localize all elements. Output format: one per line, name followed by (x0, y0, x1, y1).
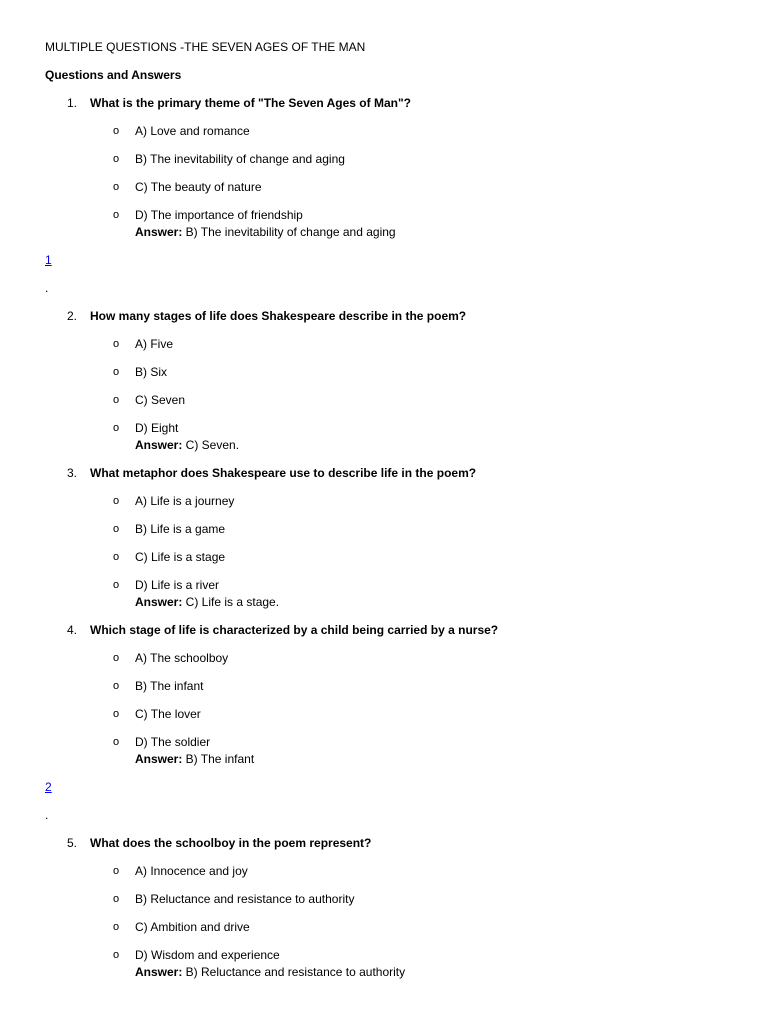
answer-line (0, 437, 768, 453)
page-link-1[interactable]: 1 (45, 253, 52, 267)
bullet-icon: o (113, 153, 120, 165)
bullet-icon: o (113, 366, 120, 378)
option-b (0, 678, 768, 694)
option-b (0, 521, 768, 537)
question-number: 1. (67, 96, 78, 110)
option-text: B) The infant (135, 679, 204, 693)
option-text: C) Ambition and drive (135, 920, 250, 934)
option-text: A) Love and romance (135, 124, 250, 138)
option-text: D) Eight (135, 421, 179, 435)
answer-text: B) Reluctance and resistance to authority (182, 965, 406, 979)
question-text: How many stages of life does Shakespeare describe in the poem? (90, 309, 467, 323)
bullet-icon: o (113, 893, 120, 905)
question-text: What does the schoolboy in the poem represent? (90, 836, 372, 850)
bullet-icon: o (113, 708, 120, 720)
option-d (0, 420, 768, 436)
option-c (0, 919, 768, 935)
option-d (0, 947, 768, 963)
question-text: What is the primary theme of "The Seven Ages of Man"? (90, 96, 411, 110)
bullet-icon: o (113, 495, 120, 507)
option-text: D) Life is a river (135, 578, 220, 592)
document-title: MULTIPLE QUESTIONS -THE SEVEN AGES OF THE MAN (45, 40, 366, 54)
bullet-icon: o (113, 551, 120, 563)
question-text: What metaphor does Shakespeare use to describe life in the poem? (90, 466, 477, 480)
bullet-icon: o (113, 125, 120, 137)
bullet-icon: o (113, 394, 120, 406)
answer-text: C) Seven. (182, 438, 240, 452)
option-d (0, 207, 768, 223)
option-text: C) The lover (135, 707, 201, 721)
question-2 (0, 308, 768, 453)
section-heading: Questions and Answers (45, 68, 182, 82)
option-c (0, 549, 768, 565)
option-text: C) The beauty of nature (135, 180, 262, 194)
option-a (0, 123, 768, 139)
answer-label: Answer: (135, 965, 183, 979)
bullet-icon: o (113, 865, 120, 877)
question-number: 5. (67, 836, 78, 850)
separator-dot: . (45, 281, 49, 295)
question-3 (0, 465, 768, 610)
option-text: A) The schoolboy (135, 651, 229, 665)
option-b (0, 364, 768, 380)
answer-text: B) The infant (182, 752, 255, 766)
option-d (0, 734, 768, 750)
answer-line (0, 964, 768, 980)
bullet-icon: o (113, 338, 120, 350)
option-c (0, 706, 768, 722)
question-line (0, 95, 768, 111)
bullet-icon: o (113, 736, 120, 748)
question-line (0, 835, 768, 851)
bullet-icon: o (113, 209, 120, 221)
option-a (0, 863, 768, 879)
page-link-2[interactable]: 2 (45, 780, 52, 794)
answer-line (0, 751, 768, 767)
option-a (0, 650, 768, 666)
option-text: D) Wisdom and experience (135, 948, 280, 962)
option-text: A) Life is a journey (135, 494, 235, 508)
option-c (0, 392, 768, 408)
option-text: B) Reluctance and resistance to authority (135, 892, 355, 906)
bullet-icon: o (113, 181, 120, 193)
question-line (0, 465, 768, 481)
question-4 (0, 622, 768, 767)
question-number: 4. (67, 623, 78, 637)
question-line (0, 308, 768, 324)
option-text: B) The inevitability of change and aging (135, 152, 345, 166)
option-c (0, 179, 768, 195)
bullet-icon: o (113, 652, 120, 664)
bullet-icon: o (113, 422, 120, 434)
question-number: 3. (67, 466, 78, 480)
option-text: C) Seven (135, 393, 186, 407)
answer-line (0, 224, 768, 240)
question-number: 2. (67, 309, 78, 323)
question-line (0, 622, 768, 638)
bullet-icon: o (113, 579, 120, 591)
bullet-icon: o (113, 949, 120, 961)
answer-text: C) Life is a stage. (182, 595, 280, 609)
option-a (0, 493, 768, 509)
option-text: B) Six (135, 365, 168, 379)
answer-label: Answer: (135, 438, 183, 452)
option-b (0, 891, 768, 907)
option-a (0, 336, 768, 352)
option-text: A) Innocence and joy (135, 864, 248, 878)
answer-label: Answer: (135, 752, 183, 766)
question-1 (0, 95, 768, 240)
option-text: A) Five (135, 337, 174, 351)
answer-text: B) The inevitability of change and aging (182, 225, 396, 239)
question-text: Which stage of life is characterized by a child being carried by a nurse? (90, 623, 499, 637)
bullet-icon: o (113, 680, 120, 692)
answer-line (0, 594, 768, 610)
option-text: B) Life is a game (135, 522, 226, 536)
option-b (0, 151, 768, 167)
bullet-icon: o (113, 523, 120, 535)
bullet-icon: o (113, 921, 120, 933)
option-text: D) The soldier (135, 735, 211, 749)
option-d (0, 577, 768, 593)
answer-label: Answer: (135, 225, 183, 239)
option-text: C) Life is a stage (135, 550, 226, 564)
question-5 (0, 835, 768, 980)
separator-dot: . (45, 808, 49, 822)
option-text: D) The importance of friendship (135, 208, 303, 222)
answer-label: Answer: (135, 595, 183, 609)
